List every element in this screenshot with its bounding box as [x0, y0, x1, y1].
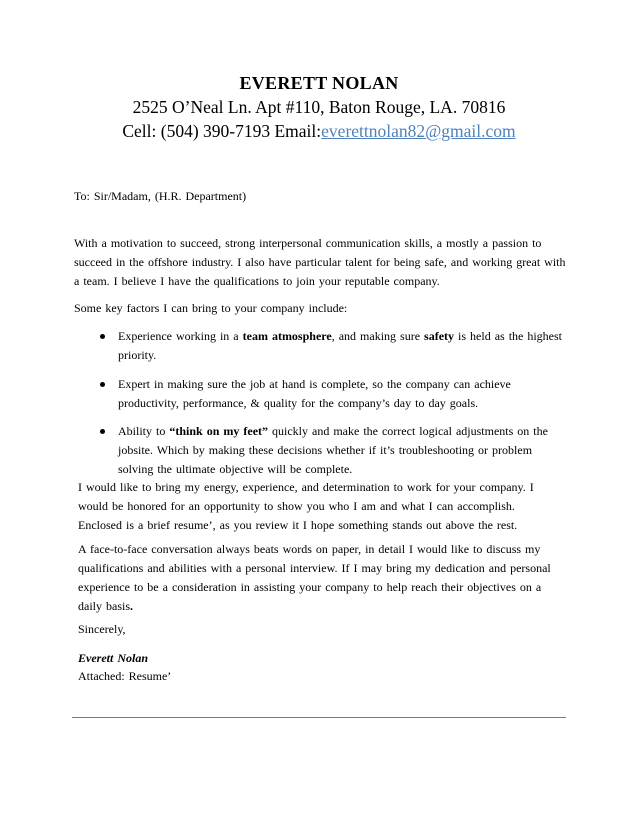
bullet-icon [100, 429, 105, 434]
signature: Everett Nolan [78, 651, 148, 665]
bullet-icon [100, 382, 105, 387]
footer-divider [72, 717, 566, 718]
bullet-icon [100, 334, 105, 339]
emphasis-safety: safety [424, 329, 455, 343]
factors-intro: Some key factors I can bring to your company include: [74, 301, 348, 315]
list-item: Ability to “think on my feet” quickly and make the correct logical adjustments on the jobsite. Which by making these decisions whether if it’s troubleshooting or problem solving the ultimate objective will be complete. [100, 422, 570, 479]
closing: Sincerely, [78, 622, 126, 636]
key-factors-list [100, 375, 570, 413]
letterhead [0, 72, 638, 143]
list-item: Experience working in a team atmosphere, and making sure safety is held as the highest priority. [100, 327, 570, 365]
applicant-address: 2525 O’Neal Ln. Apt #110, Baton Rouge, LA. 70816 [132, 97, 506, 117]
email-link[interactable]: everettnolan82@gmail.com [321, 121, 516, 141]
emphasis-team-atmosphere: team atmosphere [242, 329, 332, 343]
emphasis-think-on-my-feet: “think on my feet” [169, 424, 269, 438]
salutation: To: Sir/Madam, (H.R. Department) [74, 189, 247, 203]
energy-paragraph: I would like to bring my energy, experience, and determination to work for your company. I would be honored for an opportunity to show you who I am and what I can accomplish. Enclosed is a brief resume’, as you review it I hope something stands out above the rest. [78, 480, 534, 532]
intro-paragraph: With a motivation to succeed, strong interpersonal communication skills, a mostly a passion to succeed in the offshore industry. I also have particular talent for being safe, and working great with a team. I believe I have the qualifications to join your reputable company. [74, 236, 566, 288]
interview-paragraph: A face-to-face conversation always beats words on paper, in detail I would like to discuss my qualifications and abilities with a personal interview. If I may bring my dedication and personal experience to be a consideration in assisting your company to help reach their objectives on a daily basis. [78, 542, 551, 613]
list-item: Expert in making sure the job at hand is complete, so the company can achieve productivity, performance, & quality for the company’s day to day goals. [100, 375, 570, 413]
contact-line [0, 119, 638, 143]
applicant-name: EVERETT NOLAN [239, 73, 399, 93]
attachment-note: Attached: Resume’ [78, 669, 172, 683]
key-factors-list [100, 422, 570, 479]
key-factors-list [100, 327, 570, 365]
phone-label: Cell: (504) 390-7193 Email: [122, 121, 322, 141]
